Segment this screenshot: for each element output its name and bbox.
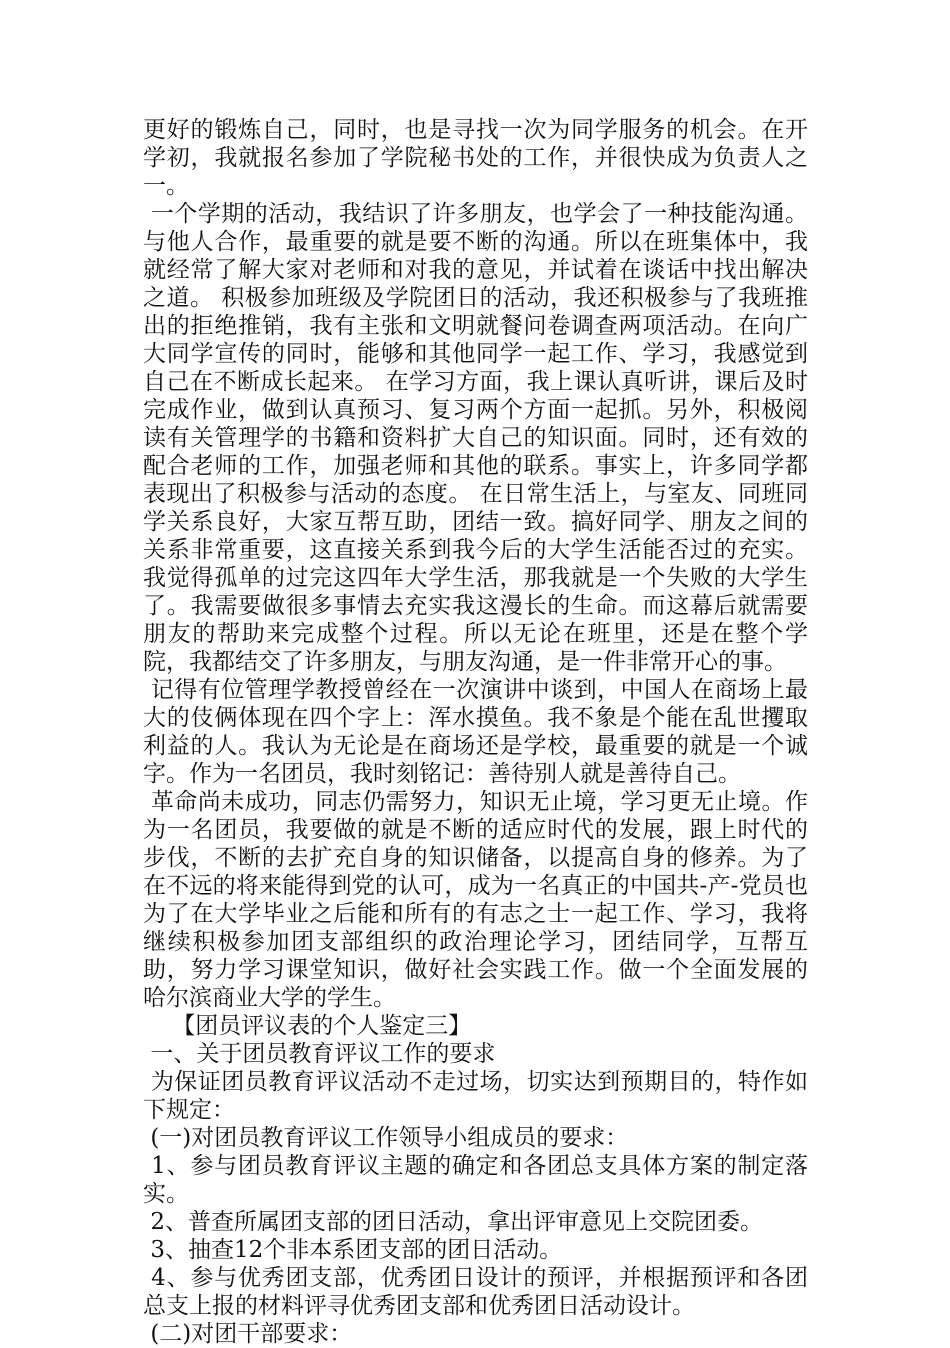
body-paragraph: 记得有位管理学教授曾经在一次演讲中谈到，中国人在商场上最大的伎俩体现在四个字上：浑水摸鱼。我不象是个能在乱世攫取利益的人。我认为无论是在商场还是学校，最重要的就是一个诚字。作为一名团员，我时刻铭记：善待别人就是善待自己。 — [143, 677, 809, 787]
section-paragraph: 一、关于团员教育评议工作的要求 — [143, 1041, 496, 1067]
document-page — [143, 116, 808, 1348]
section-paragraph: (一)对团员教育评议工作领导小组成员的要求： — [143, 1125, 629, 1151]
section-title: 【团员评议表的个人鉴定三】 — [143, 1013, 472, 1039]
section-paragraph: (二)对团干部要求： — [143, 1321, 353, 1347]
section-paragraph: 3、抽查12个非本系团支部的团日活动。 — [143, 1237, 563, 1263]
section-paragraph: 1、参与团员教育评议主题的确定和各团总支具体方案的制定落实。 — [143, 1153, 809, 1207]
body-paragraph: 革命尚未成功，同志仍需努力，知识无止境，学习更无止境。作为一名团员，我要做的就是不断的适应时代的发展，跟上时代的步伐，不断的去扩充自身的知识储备，以提高自身的修养。为了在不远的将来能得到党的认可，成为一名真正的中国共-产-党员也为了在大学毕业之后能和所有的有志之士一起工作、学习，我将继续积极参加团支部组织的政治理论学习，团结同学，互帮互助，努力学习课堂知识，做好社会实践工作。做一个全面发展的哈尔滨商业大学的学生。 — [143, 789, 809, 1011]
section-paragraph: 为保证团员教育评议活动不走过场，切实达到预期目的，特作如下规定： — [143, 1069, 809, 1123]
section-paragraph: 4、参与优秀团支部，优秀团日设计的预评，并根据预评和各团总支上报的材料评寻优秀团支部和优秀团日活动设计。 — [143, 1265, 809, 1319]
body-paragraph: 一个学期的活动，我结识了许多朋友，也学会了一种技能沟通。与他人合作，最重要的就是要不断的沟通。所以在班集体中，我就经常了解大家对老师和对我的意见，并试着在谈话中找出解决之道。 积极参加班级及学院团日的活动，我还积极参与了我班推出的拒绝推销，我有主张和文明就餐问卷调查两项活动。在向广大同学宣传的同时，能够和其他同学一起工作、学习，我感觉到自己在不断成长起来。 在学习方面，我上课认真听讲，课后及时完成作业，做到认真预习、复习两个方面一起抓。另外，积极阅读有关管理学的书籍和资料扩大自己的知识面。同时，还有效的配合老师的工作，加强老师和其他的联系。事实上，许多同学都表现出了积极参与活动的态度。 在日常生活上，与室友、同班同学关系良好，大家互帮互助，团结一致。搞好同学、朋友之间的关系非常重要，这直接关系到我今后的大学生活能否过的充实。我觉得孤单的过完这四年大学生活，那我就是一个失败的大学生了。我需要做很多事情去充实我这漫长的生命。而这幕后就需要朋友的帮助来完成整个过程。所以无论在班里，还是在整个学院，我都结交了许多朋友，与朋友沟通，是一件非常开心的事。 — [143, 201, 809, 675]
section-paragraph: 2、普查所属团支部的团日活动，拿出评审意见上交院团委。 — [143, 1209, 763, 1235]
body-paragraph: 更好的锻炼自己，同时，也是寻找一次为同学服务的机会。在开学初，我就报名参加了学院秘书处的工作，并很快成为负责人之一。 — [143, 117, 808, 199]
